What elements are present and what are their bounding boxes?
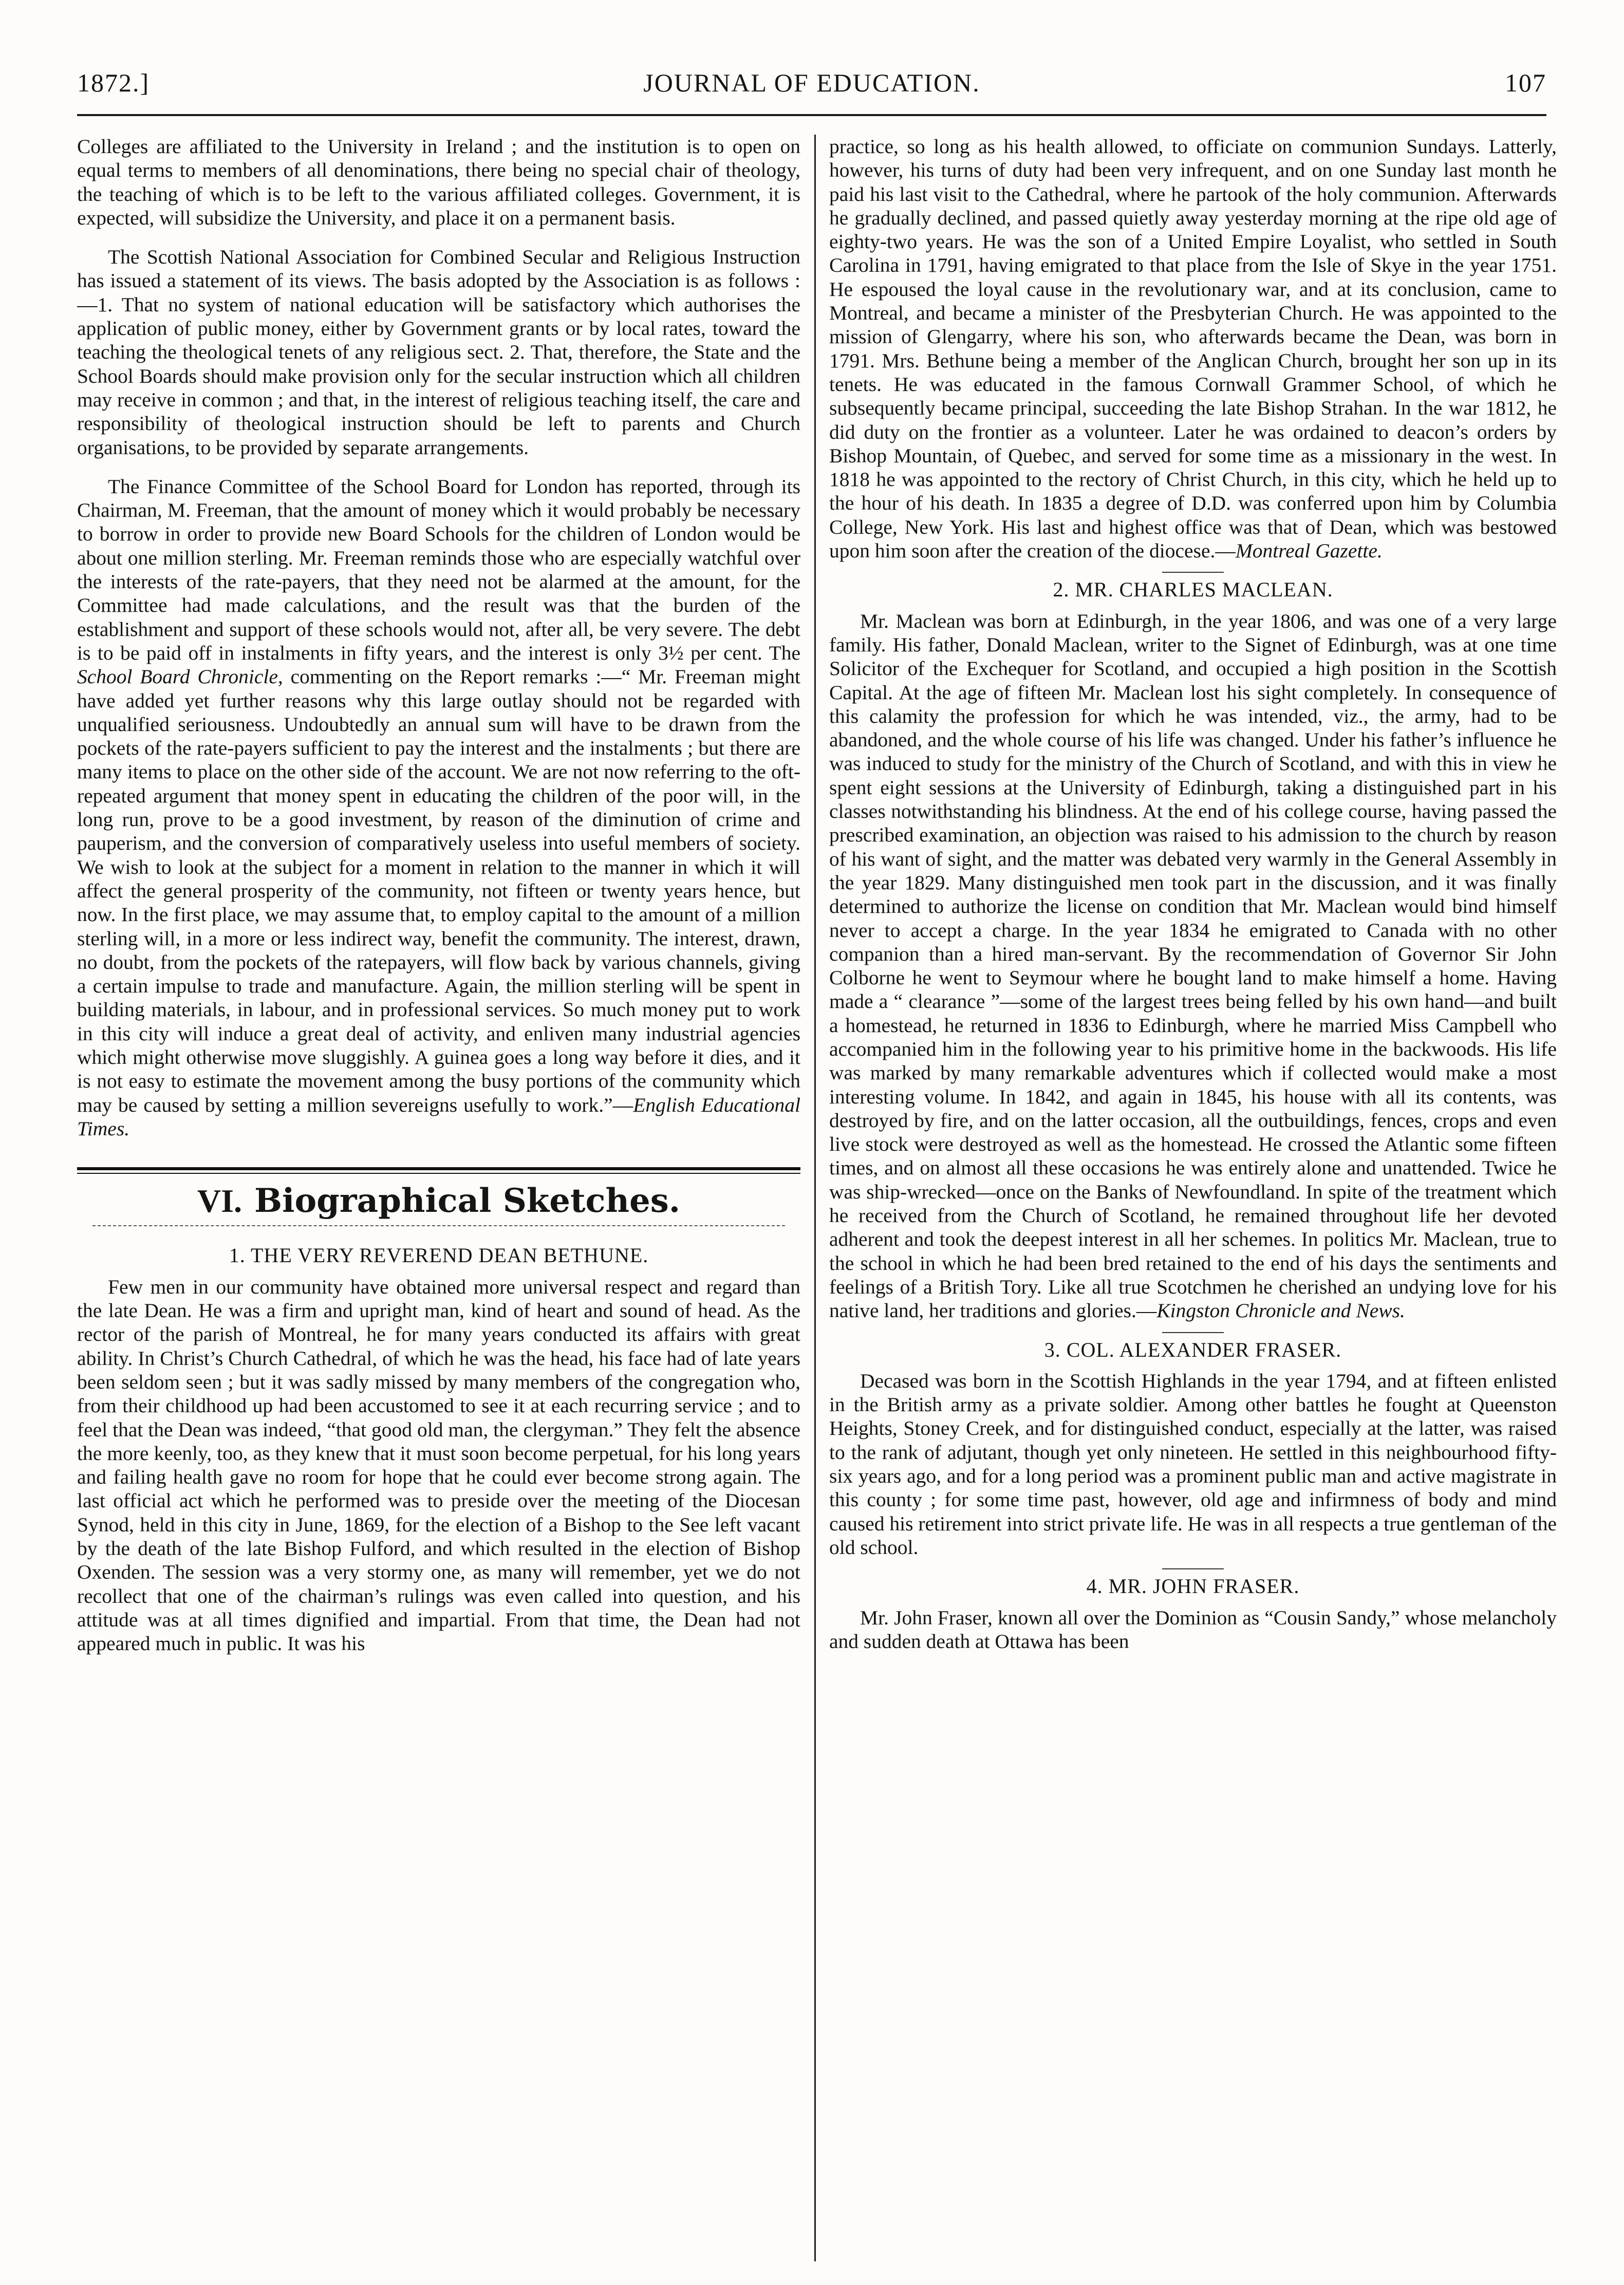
section-title <box>77 1182 800 1221</box>
paragraph-dean-bethune-continued: practice, so long as his health allowed, to officiate on communion Sundays. Latterly, however, his turns of duty had been very infrequent, and on one Sunday last month he paid his last visit to the Cathedral, where he partook of the holy communion. Afterwards he gradually declined, and passed quietly away yesterday morning at the ripe old age of eighty-two years. He was the son of a United Empire Loyalist, who settled in South Carolina in 1791, having emigrated to that place from the Isle of Skye in the year 1751. He espoused the loyal cause in the revolutionary war, and at its conclusion, came to Montreal, and became a minister of the Presbyterian Church. He was appointed to the mission of Glengarry, where his son, who afterwards became the Dean, was born in 1791. Mrs. Bethune being a member of the Anglican Church, brought her son up in its tenets. He was educated in the famous Cornwall Grammer School, of which he subsequently became principal, succeeding the late Bishop Strahan. In the war 1812, he did duty on the frontier as a volunteer. Later he was ordained to deacon’s orders by Bishop Mountain, of Quebec, and served for some time as a missionary in the west. In 1818 he was appointed to the rectory of Christ Church, in this city, which he held up to the hour of his death. In 1835 a degree of D.D. was conferred upon him by Columbia College, New York. His last and highest office was that of Dean, which was bestowed upon him soon after the creation of the diocese.—Montreal Gazette. <box>829 135 1557 563</box>
paragraph-finance-committee: The Finance Committee of the School Board for London has reported, through its Chairman, M. Freeman, that the amount of money which it would probably be necessary to borrow in order to provide new Board Schools for the children of London would be about one million sterling. Mr. Freeman reminds those who are especially watchful over the interests of the rate-payers, that they need not be alarmed at the amount, for the Committee had made calculations, and the result was that the burden of the establishment and support of these schools would not, after all, be very severe. The debt is to be paid off in instalments in fifty years, and the interest is only 3½ per cent. The School Board Chronicle, commenting on the Report remarks :—“ Mr. Freeman might have added yet further reasons why this large outlay should not be regarded with unqualified seriousness. Undoubtedly an annual sum will have to be drawn from the pockets of the rate-payers sufficient to pay the interest and the instalments ; but there are many items to place on the other side of the account. We are not now referring to the oft-repeated argument that money spent in educating the children of the poor will, in the long run, prove to be a good investment, by reason of the diminution of crime and pauperism, and the conversion of comparatively useless into useful members of society. We wish to look at the subject for a moment in relation to the manner in which it will affect the general prosperity of the community, not fifteen or twenty years hence, but now. In the first place, we may assume that, to employ capital to the amount of a million sterling will, in a more or less indirect way, benefit the community. The interest, drawn, no doubt, from the pockets of the ratepayers, will flow back by various channels, giving a certain impulse to trade and manufacture. Again, the million sterling will be spent in building materials, in labour, and in professional services. So much money put to work in this city will induce a great deal of activity, and enliven many industrial agencies which might otherwise move sluggishly. A guinea goes a long way before it dies, and it is not easy to estimate the movement among the busy portions of the community which may be caused by setting a million severeigns usefully to work.”—English Educational Times. <box>77 475 800 1140</box>
column-divider <box>814 135 816 2261</box>
paragraph-dean-bethune: Few men in our community have obtained more universal respect and regard than the late Dean. He was a firm and upright man, kind of heart and sound of head. As the rector of the parish of Montreal, he for many years conducted its affairs with great ability. In Christ’s Church Cathedral, of which he was the head, his face had of late years been seldom seen ; but it was sadly missed by many members of the congregation who, from their childhood up had been accustomed to see it at each recurring service ; and to feel that the Dean was indeed, “that good old man, the clergyman.” They felt the absence the more keenly, too, as they knew that it must soon become perpetual, for his long years and failing health gave no room for hope that he could ever become strong again. The last official act which he performed was to preside over the meeting of the Diocesan Synod, held in this city in June, 1869, for the election of a Bishop to the See left vacant by the death of the late Bishop Fulford, and which resulted in the election of Bishop Oxenden. The session was a very stormy one, as many will remember, yet we do not recollect that one of the chairman’s rulings was even called into question, and his attitude was at all times dignified and impartial. From that time, the Dean had not appeared much in public. It was his <box>77 1275 800 1655</box>
separator-rule <box>1162 1568 1224 1569</box>
paragraph-scottish-association: The Scottish National Association for Combined Secular and Religious Instruction has issued a statement of its views. The basis adopted by the Association is as follows :—1. That no system of national education will be satisfactory which authorises the application of public money, either by Government grants or by local rates, toward the teaching the theological tenets of any religious sect. 2. That, therefore, the State and the School Boards should make provision only for the secular instruction which all children may receive in common ; and that, in the interest of religious teaching itself, the care and responsibility of theological instruction should be left to parents and Church organisations, to be provided by separate arrangements. <box>77 246 800 459</box>
right-column <box>822 135 1557 2261</box>
source-english-educational-times: English Educational Times. <box>77 1093 800 1140</box>
section-number: VI. <box>197 1183 242 1220</box>
page-header <box>77 61 1546 107</box>
school-board-chronicle-title: School Board Chronicle, <box>77 665 283 688</box>
section-heading-biographical-sketches <box>77 1167 800 1226</box>
bio-heading-charles-maclean: 2. MR. CHARLES MACLEAN. <box>1053 578 1333 602</box>
journal-title: JOURNAL OF EDUCATION. <box>643 68 980 97</box>
left-column <box>77 135 812 2261</box>
section-ornament-rule <box>92 1225 785 1226</box>
paragraph-charles-maclean: Mr. Maclean was born at Edinburgh, in the year 1806, and was one of a very large family. His father, Donald Maclean, writer to the Signet of Edinburgh, was at one time Solicitor of the Exchequer for Scotland, and occupied a high position in the Scottish Capital. At the age of fifteen Mr. Maclean lost his sight completely. In consequence of this calamity the profession for which he was intended, viz., the army, had to be abandoned, and the whole course of his life was changed. Under his father’s influence he was induced to study for the ministry of the Church of Scotland, and with this in view he spent eight sessions at the University of Edinburgh, taking a distinguished part in his classes notwithstanding his blindness. At the end of his college course, having passed the prescribed examination, an objection was raised to his admission to the church by reason of his want of sight, and the matter was debated very warmly in the General Assembly in the year 1829. Many distinguished men took part in the discussion, and it was finally determined to authorize the license on condition that Mr. Maclean would bind himself never to accept a charge. In the year 1834 he emigrated to Canada with no other companion than a hired man-servant. By the recommendation of Governor Sir John Colborne he went to Seymour where he bought land to make himself a home. Having made a “ clearance ”—some of the largest trees being felled by his own hand—and built a homestead, he returned in 1836 to Edinburgh, where he married Miss Campbell who accompanied him in the following year to his primitive home in the backwoods. His life was marked by many remarkable adventures which if collected would make a most interesting volume. In 1842, and again in 1845, his house with all its contents, was destroyed by fire, and on the latter occasion, all the outbuildings, fences, crops and even live stock were destroyed as well as the homestead. He crossed the Atlantic some fifteen times, and on almost all these occasions he was entirely alone and unattended. Twice he was ship-wrecked—once on the Banks of Newfoundland. In spite of the treatment which he received from the Church of Scotland, he remained throughout life her devoted adherent and took the deepest interest in all her schemes. In politics Mr. Maclean, true to the school in which he had been bred retained to the end of his days the sentiments and feelings of a British Tory. Like all true Scotchmen he cherished an undying love for his native land, her traditions and glories.—Kingston Chronicle and News. <box>829 609 1557 1322</box>
header-rule <box>77 114 1546 116</box>
section-rule-thick <box>77 1167 800 1170</box>
bio-heading-alexander-fraser: 3. COL. ALEXANDER FRASER. <box>1044 1338 1342 1361</box>
header-year: 1872.] <box>77 68 150 97</box>
page-number: 107 <box>1505 68 1546 97</box>
paragraph-ireland-colleges: Colleges are affiliated to the University in Ireland ; and the institution is to open on equal terms to members of all denominations, there being no special chair of theology, the teaching of which is to be left to the various affiliated colleges. Government, it is expected, will subsidize the University, and place it on a permanent basis. <box>77 135 800 229</box>
section-rule-thin <box>77 1173 800 1174</box>
source-montreal-gazette: Montreal Gazette. <box>1235 539 1383 563</box>
paragraph-alexander-fraser: Decased was born in the Scottish Highlands in the year 1794, and at fifteen enlisted in the British army as a private soldier. Among other battles he fought at Queenston Heights, Stoney Creek, and for distinguished conduct, especially at the latter, was raised to the rank of adjutant, though yet only nineteen. He settled in this neighbourhood fifty-six years ago, and for a long period was a prominent public man and active magistrate in this county ; for some time past, however, old age and infirmness of body and mind caused his retirement into strict private life. He was in all respects a true gentleman of the old school. <box>829 1369 1557 1559</box>
separator-rule <box>1162 572 1224 573</box>
bio-heading-john-fraser: 4. MR. JOHN FRASER. <box>1086 1575 1300 1598</box>
separator-rule <box>1162 1332 1224 1333</box>
source-kingston-chronicle: Kingston Chronicle and News. <box>1156 1299 1405 1322</box>
bio-heading-dean-bethune: 1. THE VERY REVEREND DEAN BETHUNE. <box>229 1244 649 1267</box>
section-title-text: Biographical Sketches. <box>254 1182 681 1221</box>
paragraph-john-fraser: Mr. John Fraser, known all over the Dominion as “Cousin Sandy,” whose melancholy and sudden death at Ottawa has been <box>829 1606 1557 1653</box>
